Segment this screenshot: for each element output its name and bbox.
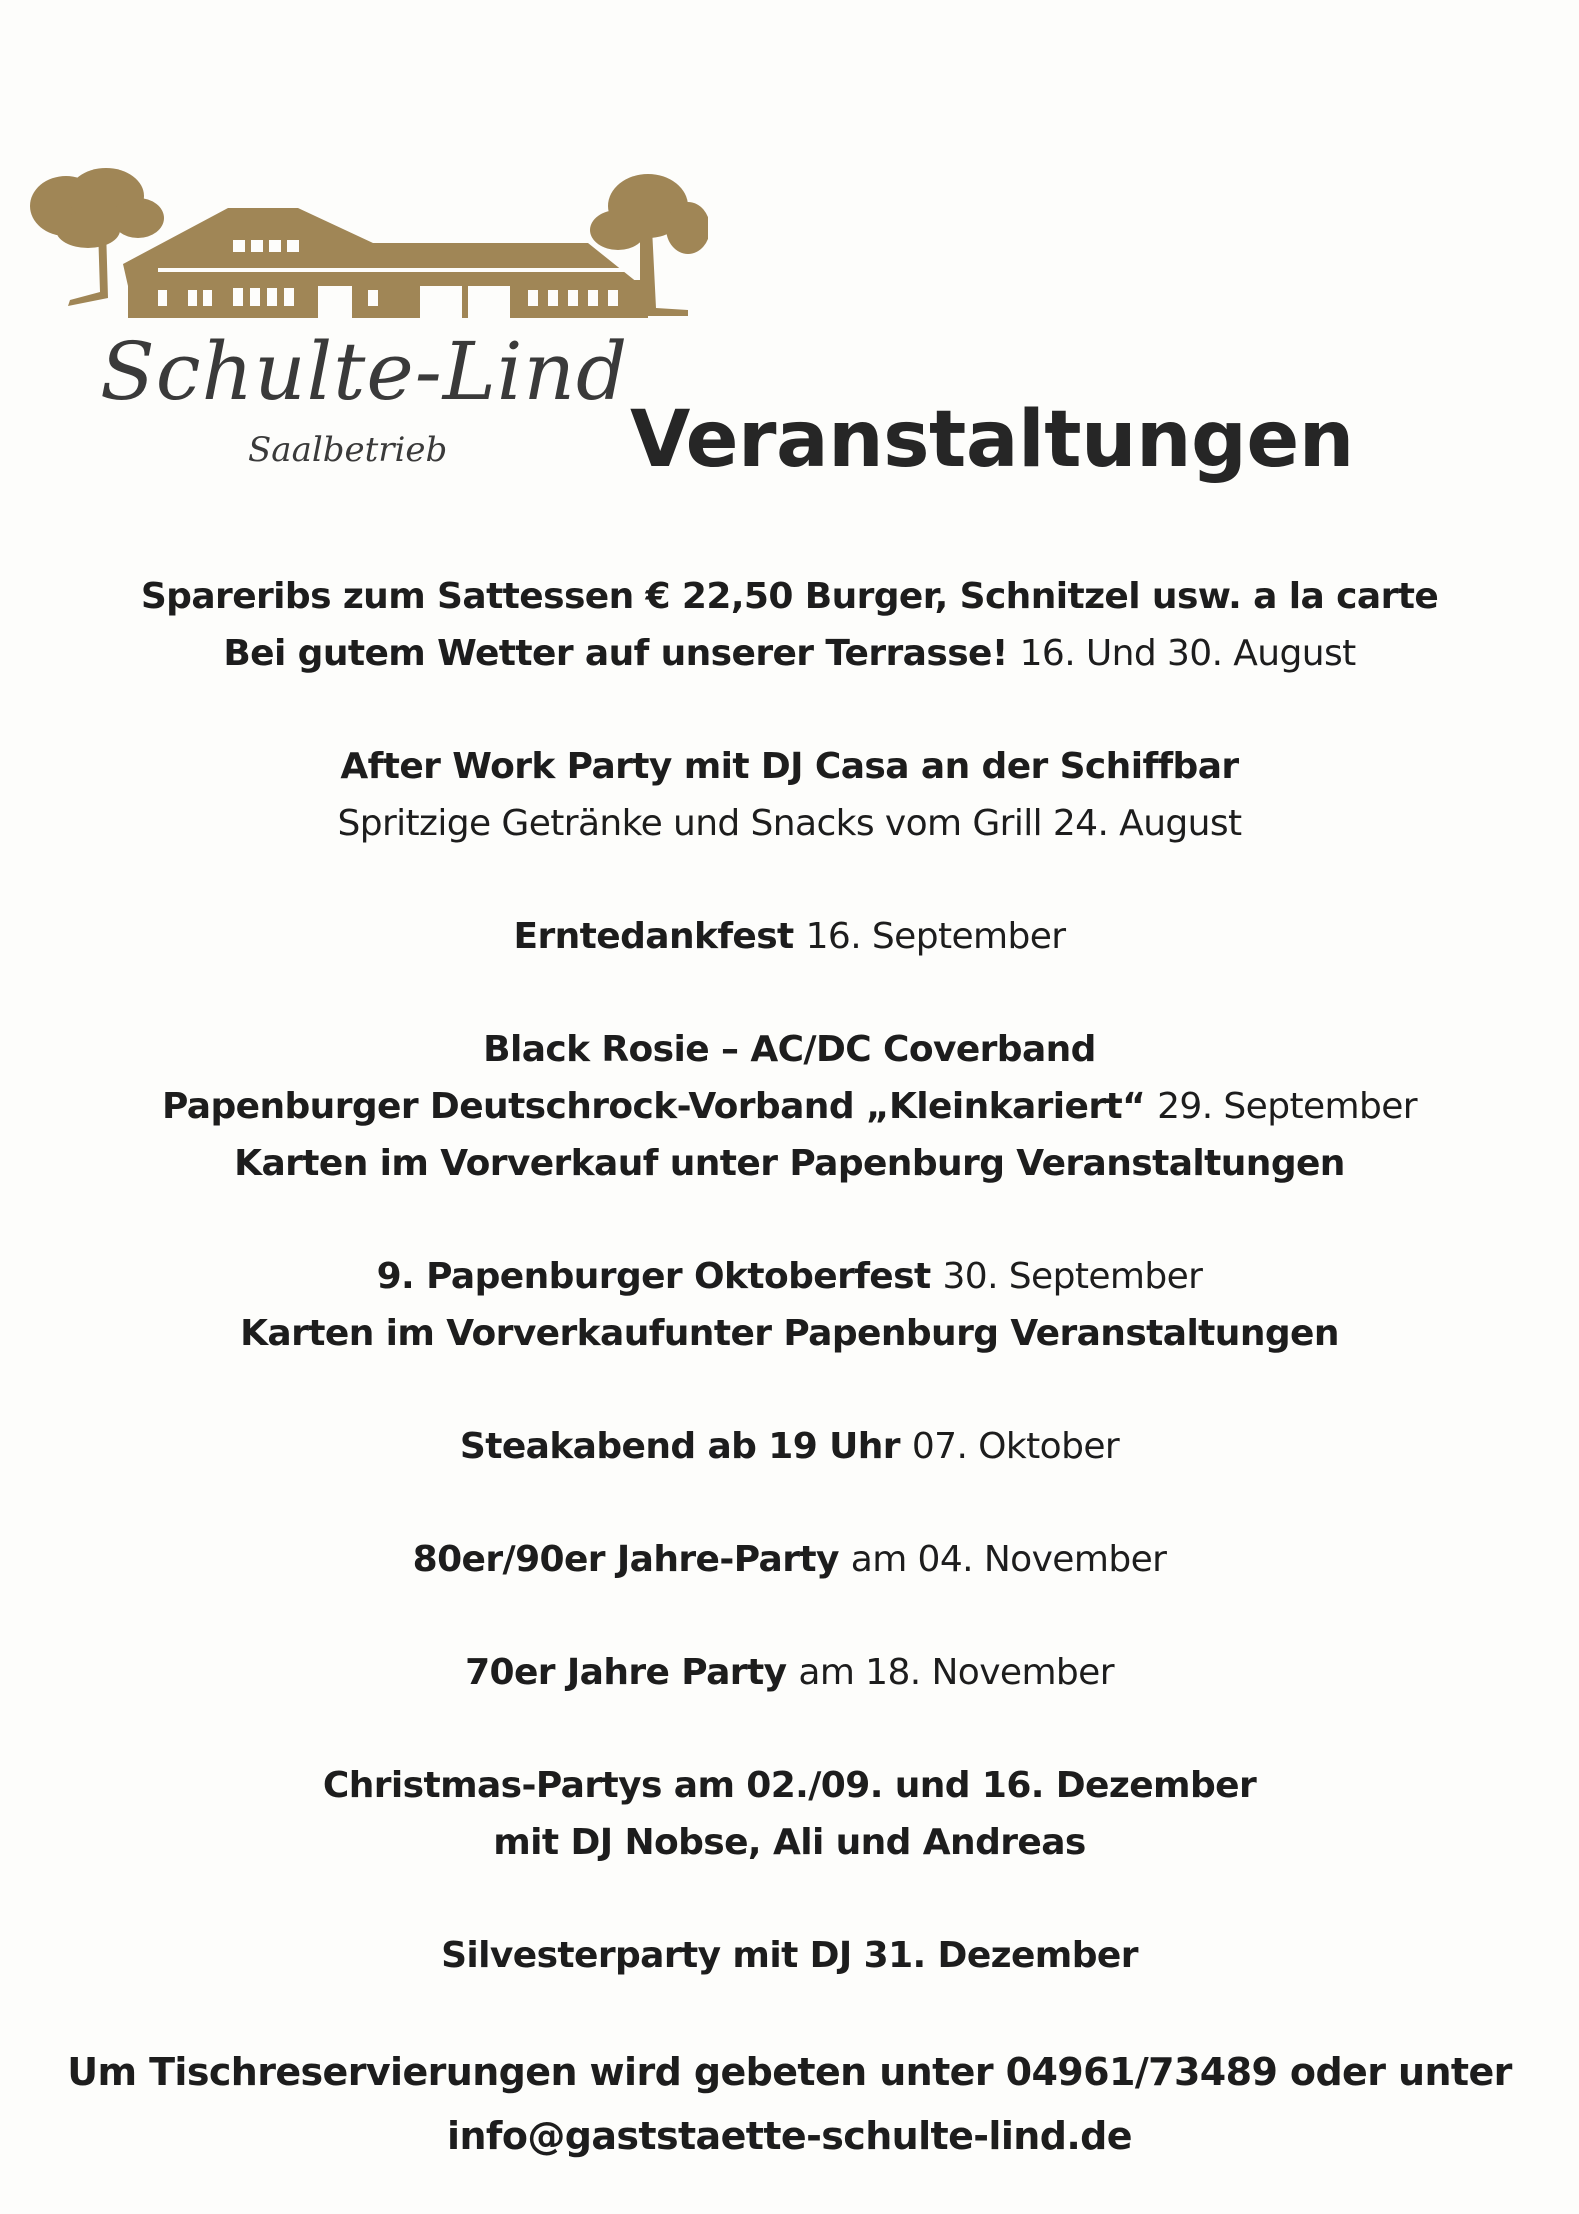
logo-name: Schulte-Lind (100, 325, 629, 418)
event-line (0, 1531, 1579, 1588)
event-line (0, 1757, 1579, 1814)
event-line (0, 1078, 1579, 1135)
logo-subtitle: Saalbetrieb (248, 430, 448, 470)
event-date: 07. Oktober (911, 1426, 1120, 1467)
page-title: Veranstaltungen (630, 395, 1354, 485)
event-title: Bei gutem Wetter auf unserer Terrasse! (223, 633, 1020, 674)
event-title: Papenburger Deutschrock-Vorband „Kleinkariert“ (161, 1086, 1158, 1127)
event-item (0, 908, 1579, 965)
event-line (0, 1927, 1579, 1984)
event-title: After Work Party mit DJ Casa an der Schiffbar (340, 746, 1239, 787)
event-title: Steakabend ab 19 Uhr (459, 1426, 912, 1467)
event-line (0, 1814, 1579, 1871)
event-line (0, 568, 1579, 625)
farmhouse-logo-icon (28, 168, 708, 318)
event-date: Spritzige Getränke und Snacks vom Grill 24. August (337, 803, 1242, 844)
event-line (0, 1135, 1579, 1192)
event-item (0, 1927, 1579, 1984)
event-line (0, 1021, 1579, 1078)
event-line (0, 1418, 1579, 1475)
event-date: 16. Und 30. August (1019, 633, 1356, 674)
event-item (0, 1757, 1579, 1871)
event-line (0, 1644, 1579, 1701)
event-date: 29. September (1157, 1086, 1418, 1127)
event-date: am 04. November (850, 1539, 1167, 1580)
event-item (0, 738, 1579, 852)
event-item (0, 1021, 1579, 1192)
event-item (0, 1531, 1579, 1588)
event-title: 9. Papenburger Oktoberfest (376, 1256, 943, 1297)
event-item (0, 1644, 1579, 1701)
event-line (0, 908, 1579, 965)
event-title: Karten im Vorverkaufunter Papenburg Veranstaltungen (240, 1313, 1339, 1354)
reservation-note (0, 2040, 1579, 2168)
event-title: 80er/90er Jahre-Party (412, 1539, 851, 1580)
event-date: 30. September (942, 1256, 1203, 1297)
event-line (0, 795, 1579, 852)
event-item (0, 1418, 1579, 1475)
event-line (0, 1248, 1579, 1305)
event-title: Karten im Vorverkauf unter Papenburg Veranstaltungen (234, 1143, 1345, 1184)
event-date: am 18. November (798, 1652, 1114, 1693)
event-list (0, 568, 1579, 2040)
event-title: Black Rosie – AC/DC Coverband (483, 1029, 1096, 1070)
event-title: mit DJ Nobse, Ali und Andreas (493, 1822, 1086, 1863)
email-address: info@gaststaette-schulte-lind.de (447, 2114, 1132, 2158)
event-line (0, 738, 1579, 795)
event-item (0, 1248, 1579, 1362)
event-line (0, 625, 1579, 682)
reservation-text: Um Tischreservierungen wird gebeten unter 04961/73489 oder unter (67, 2050, 1512, 2094)
event-title: 70er Jahre Party (465, 1652, 799, 1693)
event-date: 16. September (805, 916, 1066, 957)
event-title: Erntedankfest (513, 916, 806, 957)
logo (28, 168, 708, 488)
event-title: Silvesterparty mit DJ 31. Dezember (441, 1935, 1138, 1976)
event-line (0, 1305, 1579, 1362)
event-item (0, 568, 1579, 682)
event-title: Spareribs zum Sattessen € 22,50 Burger, Schnitzel usw. a la carte (140, 576, 1439, 617)
event-title: Christmas-Partys am 02./09. und 16. Dezember (322, 1765, 1257, 1806)
